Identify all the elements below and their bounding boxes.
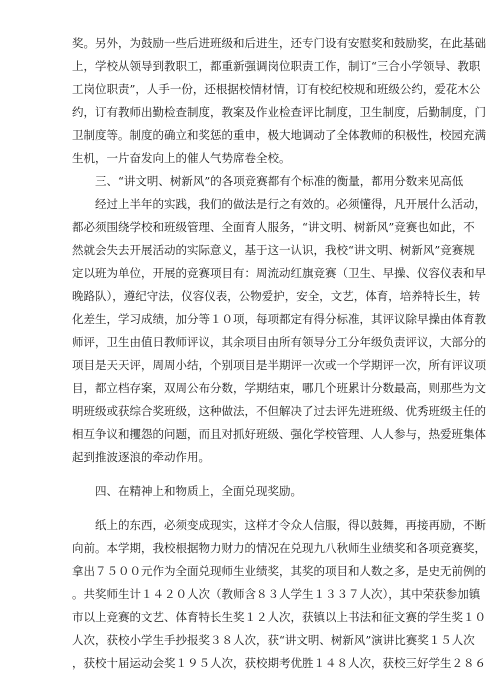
paragraph-5 xyxy=(72,514,486,675)
text-line: 晚路队），遵纪守法，仪容仪表，公物爱护，安全，文艺，体育，培养特长生，转 xyxy=(72,289,481,303)
text-line: 起到推波逐浪的牵动作用。 xyxy=(72,450,210,464)
section-heading-3 xyxy=(72,170,464,193)
text-line: 化差生，学习成绩，加分等１０项，每项都定有得分标准，其评议除早操由体育教 xyxy=(72,312,486,326)
section-heading-4 xyxy=(72,480,426,503)
text-line: 人次，获校小学生手抄报奖３８人次，获“讲文明、树新风”演讲比赛奖１５人次 xyxy=(72,633,475,647)
heading-line: 三、“讲文明、树新风”的各项竞赛都有个标准的衡量，都用分数来见高低 xyxy=(95,174,464,188)
text-line: 卫制度等。制度的确立和奖惩的重申，极大地调动了全体教师的积极性，校园充满 xyxy=(72,128,486,142)
heading-line: 四、在精神上和物质上，全面兑现奖励。 xyxy=(95,484,302,498)
text-line: 师评，卫生由值日教师评议，其余项目由所有领导分工分年级负责评议，大部分的 xyxy=(72,335,486,349)
text-line: 市以上竞赛的文艺、体育特长生奖１２人次，获镇以上书法和征文赛的学生奖１０ xyxy=(72,610,486,624)
text-line: 约，订有教师出勤检查制度，教案及作业检查评比制度，卫生制度，后勤制度，门 xyxy=(72,105,486,119)
text-line: 相互争议和攫怨的问题，而且对抓好班级、强化学校管理、人人参与，热爱班集体 xyxy=(72,427,486,441)
text-line: 。共奖师生计１４２０人次（教师含８３人学生１３３７人次），其中荣获参加镇 xyxy=(72,587,481,601)
text-line: 经过上半年的实践，我们的做法是行之有效的。必须懂得，凡开展什么活动， xyxy=(95,197,486,211)
paragraph-1 xyxy=(72,32,486,170)
text-line: 纸上的东西，必须变成现实，这样才令众人信服，得以鼓舞，再接再励，不断 xyxy=(95,518,486,532)
text-line: 然就会失去开展活动的实际意义，基于这一认识，我校“讲文明、树新风”竞赛规 xyxy=(72,243,475,257)
text-line: 向前。本学期，我校根据物力财力的情况在兑现九八秋师生业绩奖和各项竞赛奖， xyxy=(72,541,486,555)
text-line: 项目是天天评，周周小结，个别项目是半期评一次或一个学期评一次，所有评议项 xyxy=(72,358,486,372)
text-line: 奖。另外，为鼓励一些后进班级和后进生，还专门设有安慰奖和鼓励奖，在此基础 xyxy=(72,36,486,50)
text-line: 上，学校从领导到教职工，都重新强调岗位职责工作，制订“三合小学领导、教职 xyxy=(72,59,481,73)
text-line: 都必须围绕学校和班级管理、全面育人服务，“讲文明、树新风”竞赛也如此，不 xyxy=(72,220,475,234)
text-line: 目，都立档存案，双周公布分数，学期结束，哪几个班累计分数最高，则那些为文 xyxy=(72,381,486,395)
paragraph-3 xyxy=(72,193,486,469)
text-line: 明班级或获综合奖班级，这种做法，不但解决了过去评先进班级、优秀班级主任的 xyxy=(72,404,486,418)
text-line: 定以班为单位，开展的竞赛项目有：周流动红旗竞赛（卫生、早操、仪容仪表和早 xyxy=(72,266,486,280)
text-line: 拿出７５００元作为全面兑现师生业绩奖，其奖的项目和人数之多，是史无前例的 xyxy=(72,564,486,578)
text-line: 生机，一片奋发向上的催人气势席卷全校。 xyxy=(72,151,291,165)
text-line: 工岗位职责”，人手一份，还根据校情材情，订有校纪校规和班级公约，爱花木公 xyxy=(72,82,481,96)
text-line: ，获校十届运动会奖１９５人次，获校期考优胜１４８人次，获校三好学生２８６ xyxy=(72,656,486,670)
